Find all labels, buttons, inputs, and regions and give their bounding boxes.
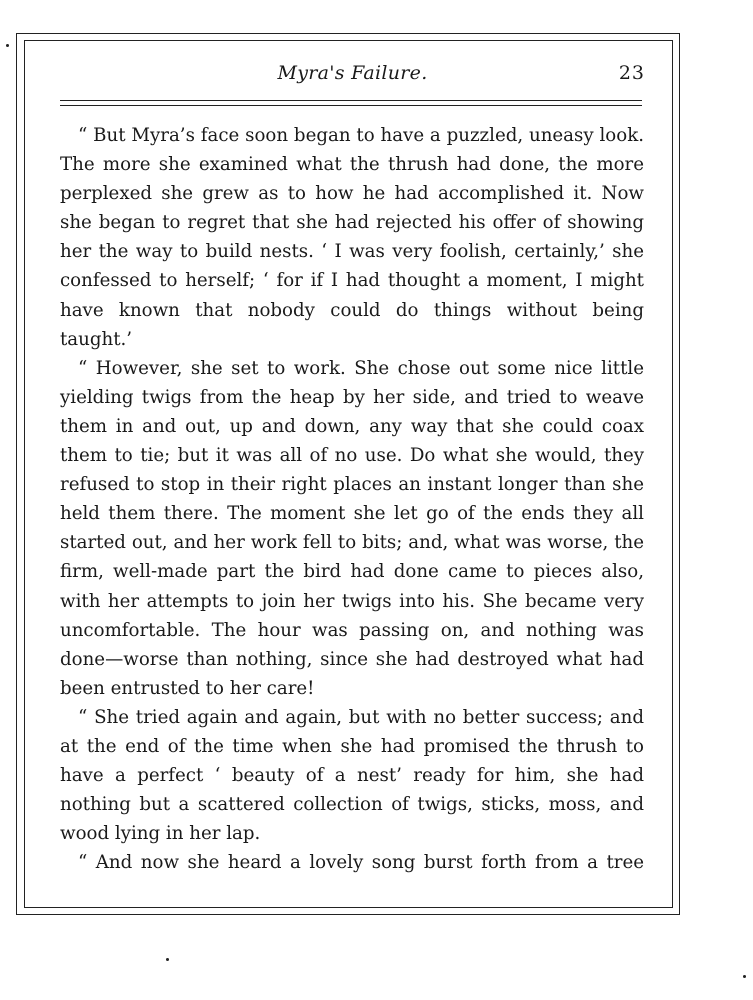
- page-header: [60, 60, 645, 90]
- scan-speck: [6, 44, 9, 47]
- page-number: 23: [618, 62, 645, 84]
- header-rule-top: [60, 100, 642, 101]
- paragraph: “ However, she set to work. She chose out some nice little yielding twigs from the heap by her side, and tried to weave them in and out, up and down, any way that she could coax them to tie; but it was all of no use. Do what she would, they refused to stop in their right places an instant longer than she held them there. The moment she let go of the ends they all started out, and her work fell to bits; and, what was worse, the firm, well-made part the bird had done came to pieces also, with her attempts to join her twigs into his. She became very uncomfortable. The hour was passing on, and nothing was done—worse than nothing, since she had destroyed what had been entrusted to her care!: [60, 357, 644, 699]
- running-head: Myra's Failure.: [277, 62, 428, 84]
- header-rule-bottom: [60, 105, 642, 106]
- paragraph: “ And now she heard a lovely song burst forth from a tree: [78, 852, 644, 874]
- paragraph: “ But Myra’s face soon began to have a puzzled, uneasy look. The more she examined what the thrush had done, the more perplexed she grew as to how he had accomplished it. Now she began to regret that she had rejected his offer of showing her the way to build nests. ‘ I was very foolish, certainly,’ she confessed to herself; ‘ for if I had thought a moment, I might have known that nobody could do things without being taught.’: [60, 125, 644, 350]
- body-text: [60, 121, 644, 877]
- paragraph: “ She tried again and again, but with no better success; and at the end of the time when she had promised the thrush to have a perfect ‘ beauty of a nest’ ready for him, she had nothing but a scattered collection of twigs, sticks, moss, and wood lying in her lap.: [60, 706, 644, 845]
- scan-speck: [743, 975, 746, 978]
- scan-speck: [166, 958, 169, 961]
